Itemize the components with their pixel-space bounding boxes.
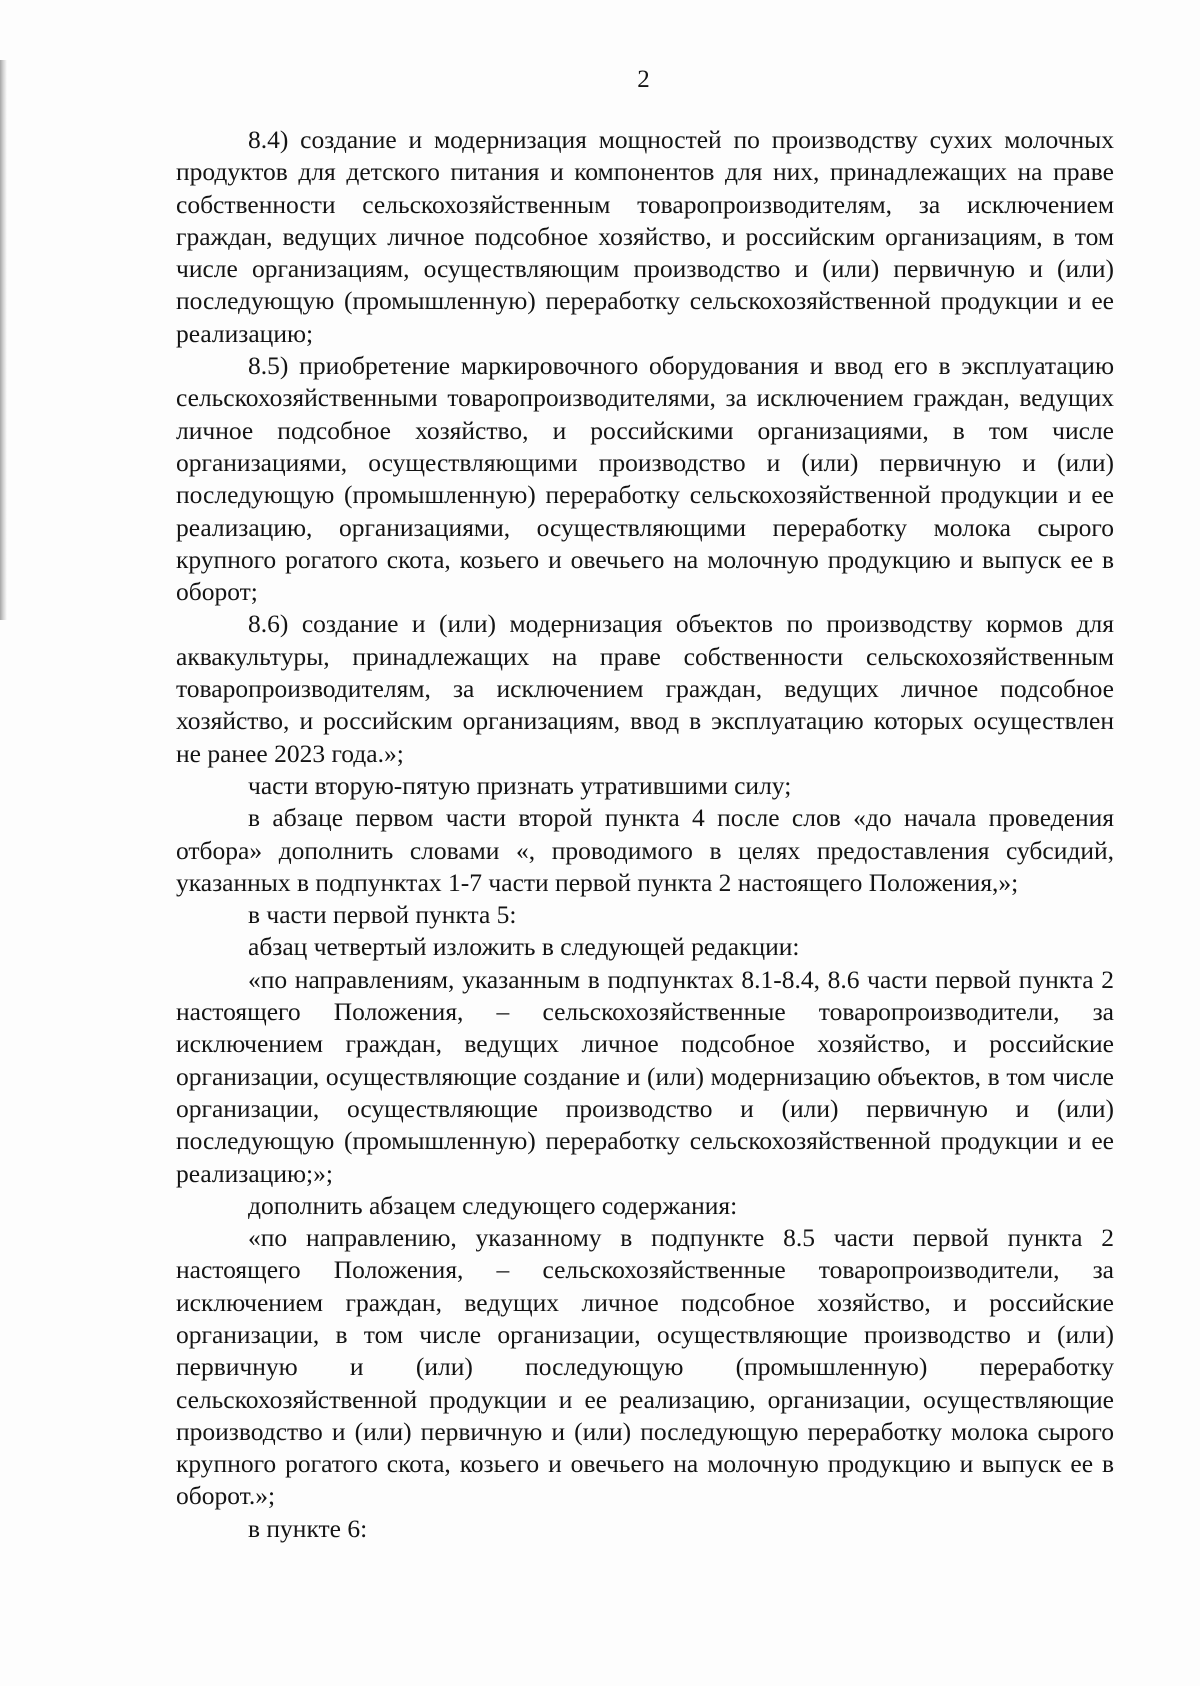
document-body [176, 124, 1114, 1545]
scan-edge-shadow [0, 60, 7, 620]
paragraph-parts-repeal: части вторую-пятую признать утратившими силу; [248, 770, 792, 800]
paragraph-point-6-heading: в пункте 6: [248, 1513, 368, 1543]
page-number: 2 [637, 66, 650, 93]
paragraph-8-4: 8.4) создание и модернизация мощностей по производству сухих молочных продуктов для детского питания и компонентов для них, принадлежащих на праве собственности сельскохозяйственным товаропроизводителям, за исключением граждан, ведущих личное подсобное хозяйство, и российским организациям, в том числе организациям, осуществляющим производство и (или) первичную и (или) последующую (промышленную) переработку сельскохозяйственной продукции и ее реализацию; [176, 125, 1114, 348]
paragraph-fourth-abzac-heading: абзац четвертый изложить в следующей редакции: [248, 932, 800, 962]
paragraph-new-wording-8-5: «по направлению, указанному в подпункте 8.5 части первой пункта 2 настоящего Положения, – сельскохозяйственные товаропроизводители, за исключением граждан, ведущих личное подсобное хозяйство, и российские организации, в том числе организации, осуществляющие производство и (или) первичную и (или) последующую (промышленную) переработку сельскохозяйственной продукции и ее реализацию, организации, осуществляющие производство и (или) первичную и (или) последующую переработку молока сырого крупного рогатого скота, козьего и овечьего на молочную продукцию и выпуск ее в оборот.»; [176, 1223, 1114, 1511]
paragraph-point-4-amendment: в абзаце первом части второй пункта 4 после слов «до начала проведения отбора» дополнить словами «, проводимого в целях предоставления субсидий, указанных в подпунктах 1-7 части первой пункта 2 настоящего Положения,»; [176, 803, 1114, 897]
paragraph-new-wording-8-1-8-6: «по направлениям, указанным в подпунктах 8.1-8.4, 8.6 части первой пункта 2 настоящего Положения, – сельскохозяйственные товаропроизводители, за исключением граждан, ведущих личное подсобное хозяйство, и российские организации, осуществляющие создание и (или) модернизацию объектов, в том числе организации, осуществляющие производство и (или) первичную и (или) последующую (промышленную) переработку сельскохозяйственной продукции и ее реализацию;»; [176, 964, 1114, 1188]
paragraph-8-6: 8.6) создание и (или) модернизация объектов по производству кормов для аквакультуры, принадлежащих на праве собственности сельскохозяйственным товаропроизводителям, за исключением граждан, ведущих личное подсобное хозяйство, и российским организациям, ввод в эксплуатацию которых осуществлен не ранее 2023 года.»; [176, 609, 1114, 768]
paragraph-8-5: 8.5) приобретение маркировочного оборудования и ввод его в эксплуатацию сельскохозяйственными товаропроизводителями, за исключением граждан, ведущих личное подсобное хозяйство, и российскими организациями, в том числе организациями, осуществляющими производство и (или) первичную и (или) последующую (промышленную) переработку сельскохозяйственной продукции и ее реализацию, организациями, осуществляющими переработку молока сырого крупного рогатого скота, козьего и овечьего на молочную продукцию и выпуск ее в оборот; [176, 351, 1114, 607]
paragraph-point-5-heading: в части первой пункта 5: [248, 900, 517, 930]
paragraph-add-abzac-heading: дополнить абзацем следующего содержания: [248, 1190, 738, 1220]
